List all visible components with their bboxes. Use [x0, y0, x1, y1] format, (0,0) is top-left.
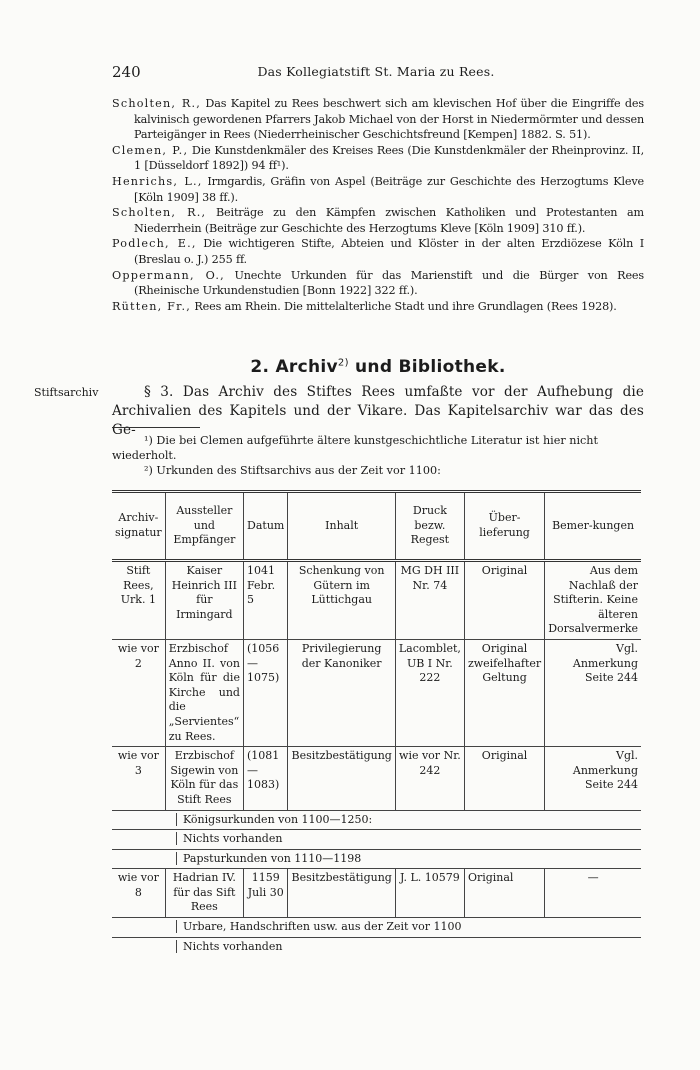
- cell-remarks: —: [545, 869, 641, 918]
- cell-remarks: Vgl. Anmerkung Seite 244: [545, 747, 641, 810]
- cell-signature: wie vor 2: [117, 641, 159, 670]
- bib-author: Scholten, R.,: [112, 97, 202, 110]
- cell-print: MG DH III Nr. 74: [395, 561, 464, 640]
- cell-transmission: Original: [464, 869, 544, 918]
- page-number: 240: [112, 63, 141, 81]
- cell-content: Besitzbestätigung: [288, 747, 395, 810]
- table-empty-row: [112, 937, 641, 956]
- bib-text: Irmgardis, Gräfin von Aspel (Beiträge zur Geschichte des Herzogtums Kleve [Köln 1909] 38 ff.).: [134, 174, 644, 204]
- table-empty-row: [112, 830, 641, 850]
- section-label: Papsturkunden von 1110—1198: [176, 852, 361, 865]
- cell-date: (1081—1083): [243, 747, 288, 810]
- column-header: Inhalt: [288, 492, 395, 561]
- column-header: Bemer-kungen: [545, 492, 641, 561]
- footnote: ²) Urkunden des Stiftsarchivs aus der Zeit vor 1100:: [144, 464, 441, 477]
- bib-text: Rees am Rhein. Die mittelalterliche Stadt und ihre Grundlagen (Rees 1928).: [190, 299, 617, 313]
- table-section-row: [112, 849, 641, 869]
- cell-issuer: Kaiser Heinrich III für Irmingard: [165, 561, 243, 640]
- cell-remarks: Aus dem Nachlaß der Stifterin. Keine älteren Dorsalvermerke: [545, 561, 641, 640]
- body-paragraph: [112, 383, 644, 440]
- bib-entry: [112, 268, 644, 299]
- column-header: Archiv-signatur: [115, 511, 162, 539]
- cell-date: (1056—1075): [243, 639, 288, 746]
- cell-transmission: Original zweifelhafter Geltung: [464, 639, 544, 746]
- section-label: Königsurkunden von 1100—1250:: [176, 813, 372, 826]
- table-row: [112, 561, 641, 640]
- footnote-divider: [112, 427, 200, 428]
- empty-cell: [112, 830, 641, 850]
- cell-issuer: Hadrian IV. für das Sift Rees: [165, 869, 243, 918]
- footnotes: [112, 433, 644, 478]
- cell-date: 1159 Juli 30: [243, 869, 288, 918]
- heading-tail: und Bibliothek.: [348, 357, 506, 377]
- paragraph-text: § 3. Das Archiv des Stiftes Rees umfaßte vor der Aufhebung die Archivalien des Kapitels und der Vikare. Das Kapitelsarchiv war das des Ge-: [112, 384, 644, 438]
- archive-table: [112, 490, 641, 956]
- cell-transmission: Original: [464, 561, 544, 640]
- table-row: [112, 639, 641, 746]
- cell-issuer: Erzbischof Anno II. von Köln für die Kirche und die „Servientes“ zu Rees.: [165, 639, 243, 746]
- bib-entry: [112, 299, 644, 315]
- bib-entry: [112, 96, 644, 143]
- column-header: Über-lieferung: [464, 492, 544, 561]
- page-header: [112, 63, 640, 83]
- bib-entry: [112, 236, 644, 267]
- bib-text: Die wichtigeren Stifte, Abteien und Klöster in der alten Erzdiözese Köln I (Breslau o. J.) 255 ff.: [134, 237, 645, 266]
- cell-signature: wie vor 3: [117, 749, 159, 777]
- empty-label: Nichts vorhanden: [176, 832, 282, 845]
- cell-print: Lacomblet, UB I Nr. 222: [395, 639, 464, 746]
- table-row: [112, 869, 641, 918]
- footnote: ¹) Die bei Clemen aufgeführte ältere kunstgeschichtliche Literatur ist hier nicht wiederholt.: [112, 434, 599, 462]
- column-header: Druck bezw. Regest: [395, 492, 464, 561]
- bib-entry: [112, 143, 644, 174]
- heading-text: 2. Archiv: [250, 357, 338, 377]
- section-label-cell: [112, 849, 641, 869]
- cell-content: Besitzbestätigung: [288, 869, 395, 918]
- cell-signature: wie vor 8: [117, 871, 159, 899]
- cell-print: J. L. 10579: [395, 869, 464, 918]
- table-header-row: [112, 492, 641, 561]
- cell-issuer: Erzbischof Sigewin von Köln für das Stift Rees: [165, 747, 243, 810]
- bibliography: [112, 96, 644, 314]
- bib-author: Oppermann, O.,: [112, 268, 225, 282]
- bib-author: Scholten, R.,: [112, 206, 207, 220]
- cell-transmission: Original: [464, 747, 544, 810]
- bib-author: Rütten, Fr.,: [112, 299, 191, 313]
- bib-entry: [112, 205, 644, 236]
- running-title: Das Kollegiatstift St. Maria zu Rees.: [257, 64, 495, 79]
- section-label-cell: [112, 810, 641, 830]
- bib-author: Clemen, P.,: [112, 143, 189, 157]
- column-header: Aussteller und Empfänger: [165, 492, 243, 561]
- table-section-row: [112, 918, 641, 938]
- table-row: [112, 747, 641, 810]
- bib-text: Das Kapitel zu Rees beschwert sich am klevischen Hof über die Eingriffe des kalvinisch gewordenen Pfarrers Jakob Michael von der Horst in Niedermörmter und dessen Parteigänger in Rees (Niederrheinischer Geschichtsfreund [Kempen] 1882. S. 51).: [134, 97, 644, 142]
- bib-text: Die Kunstdenkmäler des Kreises Rees (Die Kunstdenkmäler der Rheinprovinz. II, 1 [Düsseldorf 1892]) 94 ff¹).: [134, 143, 644, 173]
- cell-content: Privilegierung der Kanoniker: [288, 639, 395, 746]
- section-label: Urbare, Handschriften usw. aus der Zeit vor 1100: [176, 920, 462, 933]
- empty-label: Nichts vorhanden: [176, 940, 282, 953]
- cell-content: Schenkung von Gütern im Lüttichgau: [288, 561, 395, 640]
- column-header: Datum: [243, 492, 288, 561]
- section-label-cell: [112, 918, 641, 938]
- table-section-row: [112, 810, 641, 830]
- cell-signature: Stift Rees, Urk. 1: [120, 564, 156, 607]
- bib-text: Unechte Urkunden für das Marienstift und die Bürger von Rees (Rheinische Urkundenstudien [Bonn 1922] 322 ff.).: [134, 268, 644, 298]
- cell-print: wie vor Nr. 242: [395, 747, 464, 810]
- cell-remarks: Vgl. Anmerkung Seite 244: [545, 639, 641, 746]
- section-heading: [112, 357, 644, 377]
- margin-note: Stiftsarchiv: [34, 386, 99, 399]
- cell-date: 1041 Febr. 5: [243, 561, 288, 640]
- heading-footnote-ref: 2): [337, 357, 349, 369]
- bib-text: Beiträge zu den Kämpfen zwischen Katholiken und Protestanten am Niederrhein (Beiträge zur Geschichte des Herzogtums Kleve [Köln 1909] 310 ff.).: [134, 206, 644, 235]
- bib-author: Henrichs, L.,: [112, 174, 203, 188]
- bib-author: Podlech, E.,: [112, 237, 197, 251]
- bib-entry: [112, 174, 644, 205]
- empty-cell: [112, 937, 641, 956]
